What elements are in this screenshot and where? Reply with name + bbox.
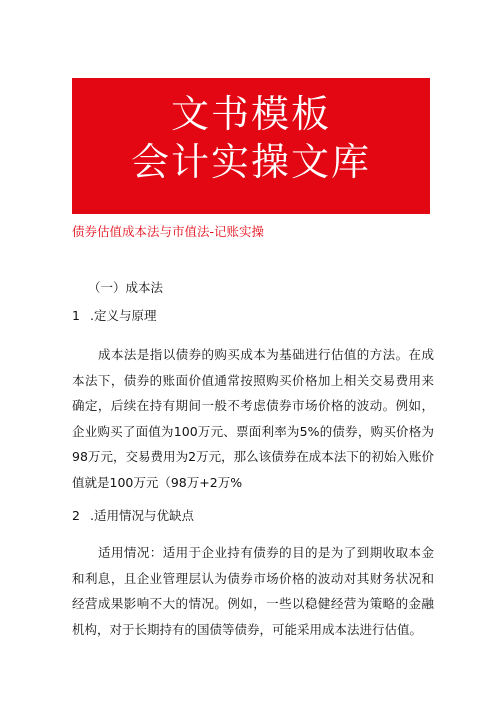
item-number: 2 bbox=[72, 508, 80, 523]
banner-title-line2: 会计实操文库 bbox=[130, 140, 371, 184]
section-heading: （一）成本法 bbox=[88, 280, 164, 295]
item-text: .适用情况与优缺点 bbox=[89, 508, 194, 523]
document-subtitle: 债券估值成本法与市值法-记账实操 bbox=[72, 224, 265, 239]
paragraph-definition: 成本法是指以债券的购买成本为基础进行估值的方法。在成本法下，债券的账面价值通常按照购买价格加上相关交易费用来确定，后续在持有期间一般不考虑债券市场价格的波动。例如，企业购买了面值为100万元、票面利率为5%的债券，购买价格为98万元，交易费用为2万元，那么该债券在成本法下的初始入账价值就是100万元（98万+2万% bbox=[72, 347, 434, 490]
item-heading-applicability bbox=[72, 506, 194, 524]
title-banner bbox=[72, 78, 430, 214]
item-text: .定义与原理 bbox=[89, 308, 157, 323]
banner-title-line1: 文书模板 bbox=[170, 92, 331, 136]
item-number: 1 bbox=[72, 308, 80, 323]
item-heading-definition bbox=[72, 306, 156, 324]
paragraph-applicability: 适用情况：适用于企业持有债券的目的是为了到期收取本金和利息，且企业管理层认为债券市场价格的波动对其财务状况和经营成果影响不大的情况。例如，一些以稳健经营为策略的金融机构，对于长期持有的国债等债券，可能采用成本法进行估值。 bbox=[72, 545, 434, 637]
